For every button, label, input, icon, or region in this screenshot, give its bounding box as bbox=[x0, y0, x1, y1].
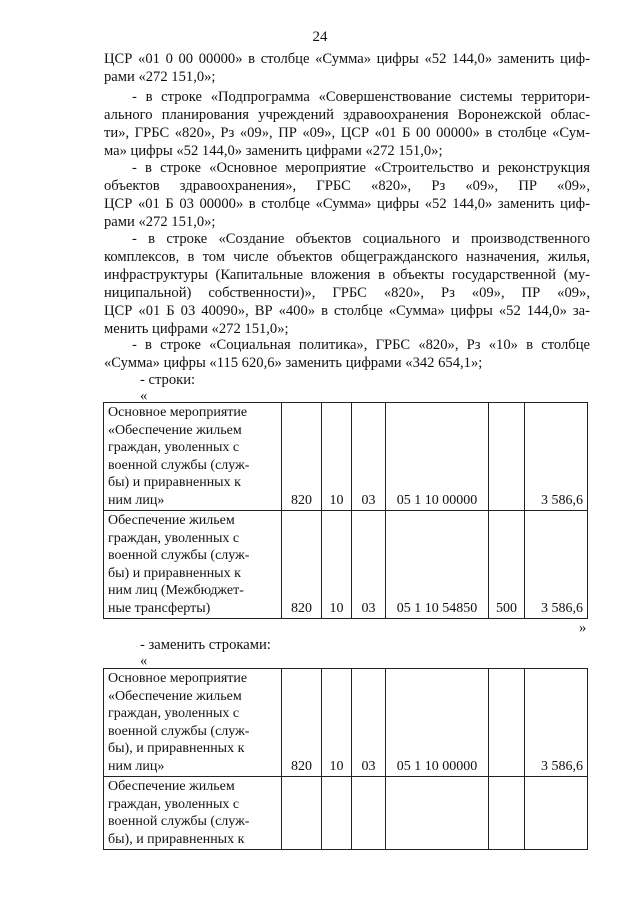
text-line: ЦСР «01 Б 03 00000» в столбце «Сумма» цифры «52 144,0» заменить циф- bbox=[104, 196, 590, 212]
grbs-cell: 820 bbox=[282, 403, 322, 511]
text-line: ти», ГРБС «820», Рз «09», ПР «09», ЦСР «01 Б 00 00000» в столбце «Сум- bbox=[104, 125, 590, 141]
vr-cell: 500 bbox=[489, 511, 525, 619]
vr-cell bbox=[489, 777, 525, 850]
text-line: рами «272 151,0»; bbox=[104, 69, 216, 85]
close-quote: » bbox=[579, 620, 587, 636]
cell-line: граждан, уволенных с bbox=[108, 440, 240, 455]
vr-cell bbox=[489, 669, 525, 777]
paragraph-3 bbox=[104, 159, 590, 231]
pr-cell: 03 bbox=[352, 511, 386, 619]
sum-cell: 3 586,6 bbox=[525, 403, 588, 511]
csr-cell: 05 1 10 00000 bbox=[386, 403, 489, 511]
rz-cell: 10 bbox=[322, 403, 352, 511]
grbs-cell bbox=[282, 777, 322, 850]
cell-line: бы) и приравненных к bbox=[108, 475, 241, 490]
row-name-cell bbox=[104, 777, 282, 850]
table-row bbox=[104, 403, 588, 511]
pr-cell bbox=[352, 777, 386, 850]
sum-cell: 3 586,6 bbox=[525, 669, 588, 777]
table-row bbox=[104, 777, 588, 850]
rz-cell: 10 bbox=[322, 669, 352, 777]
cell-line: ные трансферты) bbox=[108, 600, 211, 616]
csr-cell: 05 1 10 54850 bbox=[386, 511, 489, 619]
cell-line: «Обеспечение жильем bbox=[108, 422, 242, 438]
cell-line: граждан, уволенных с bbox=[108, 706, 240, 721]
cell-line: «Обеспечение жильем bbox=[108, 688, 242, 704]
table-replacement-rows bbox=[103, 668, 588, 850]
open-quote: « bbox=[140, 653, 148, 669]
table-row bbox=[104, 511, 588, 619]
text-line: ма» цифры «52 144,0» заменить цифрами «272 151,0»; bbox=[104, 143, 443, 159]
sum-cell bbox=[525, 777, 588, 850]
vr-cell bbox=[489, 403, 525, 511]
cell-line: ним лиц» bbox=[108, 758, 165, 774]
text-line: ЦСР «01 0 00 00000» в столбце «Сумма» цифры «52 144,0» заменить циф- bbox=[104, 51, 590, 67]
text-line: инфраструктуры (Капитальные вложения в объекты государственной (му- bbox=[104, 267, 590, 283]
cell-line: ним лиц» bbox=[108, 492, 165, 508]
csr-cell bbox=[386, 777, 489, 850]
cell-line: Обеспечение жильем bbox=[108, 513, 235, 528]
page-number: 24 bbox=[312, 29, 328, 45]
text-line: ниципальной) собственности)», ГРБС «820», Рз «09», ПР «09», bbox=[104, 285, 590, 301]
text-line: ального планирования учреждений здравоохранения Воронежской облас- bbox=[104, 107, 590, 123]
text-line: менить цифрами «272 151,0»; bbox=[104, 321, 289, 337]
csr-cell: 05 1 10 00000 bbox=[386, 669, 489, 777]
paragraph-1 bbox=[104, 50, 590, 86]
paragraph-4 bbox=[104, 230, 590, 338]
rz-cell: 10 bbox=[322, 511, 352, 619]
pr-cell: 03 bbox=[352, 403, 386, 511]
cell-line: Основное мероприятие bbox=[108, 671, 248, 686]
cell-line: граждан, уволенных с bbox=[108, 530, 240, 546]
grbs-cell: 820 bbox=[282, 511, 322, 619]
text-line: объектов здравоохранения», ГРБС «820», Рз «09», ПР «09», bbox=[104, 178, 590, 194]
text-line: - в строке «Социальная политика», ГРБС «820», Рз «10» в столбце bbox=[132, 337, 590, 353]
cell-line: военной службы (служ- bbox=[108, 548, 250, 563]
row-name-cell bbox=[104, 403, 282, 511]
section2-intro: - заменить строками: bbox=[140, 637, 271, 653]
paragraph-5 bbox=[104, 336, 590, 372]
grbs-cell: 820 bbox=[282, 669, 322, 777]
cell-line: военной службы (служ- bbox=[108, 457, 250, 473]
cell-line: военной службы (служ- bbox=[108, 814, 250, 829]
text-line: ЦСР «01 Б 03 40090», ВР «400» в столбце «Сумма» цифры «52 144,0» за- bbox=[104, 303, 590, 319]
sum-cell: 3 586,6 bbox=[525, 511, 588, 619]
cell-line: Обеспечение жильем bbox=[108, 779, 235, 794]
cell-line: бы), и приравненных к bbox=[108, 741, 245, 756]
paragraph-2 bbox=[104, 88, 590, 160]
row-name-cell bbox=[104, 669, 282, 777]
cell-line: военной службы (служ- bbox=[108, 723, 250, 739]
text-line: - в строке «Основное мероприятие «Строительство и реконструкция bbox=[132, 160, 590, 176]
text-line: - в строке «Подпрограмма «Совершенствование системы территори- bbox=[132, 89, 590, 105]
open-quote: « bbox=[140, 388, 148, 404]
cell-line: бы) и приравненных к bbox=[108, 565, 241, 581]
cell-line: бы), и приравненных к bbox=[108, 831, 245, 847]
text-line: «Сумма» цифры «115 620,6» заменить цифрами «342 654,1»; bbox=[104, 355, 483, 371]
row-name-cell bbox=[104, 511, 282, 619]
table-row bbox=[104, 669, 588, 777]
section1-intro: - строки: bbox=[140, 372, 196, 388]
text-line: рами «272 151,0»; bbox=[104, 214, 216, 230]
cell-line: ним лиц (Межбюджет- bbox=[108, 583, 244, 598]
cell-line: граждан, уволенных с bbox=[108, 796, 240, 812]
text-line: - в строке «Создание объектов социального и производственного bbox=[132, 231, 590, 247]
pr-cell: 03 bbox=[352, 669, 386, 777]
table-original-rows bbox=[103, 402, 588, 619]
text-line: комплексов, в том числе объектов общегражданского назначения, жилья, bbox=[104, 249, 590, 265]
rz-cell bbox=[322, 777, 352, 850]
cell-line: Основное мероприятие bbox=[108, 405, 248, 420]
